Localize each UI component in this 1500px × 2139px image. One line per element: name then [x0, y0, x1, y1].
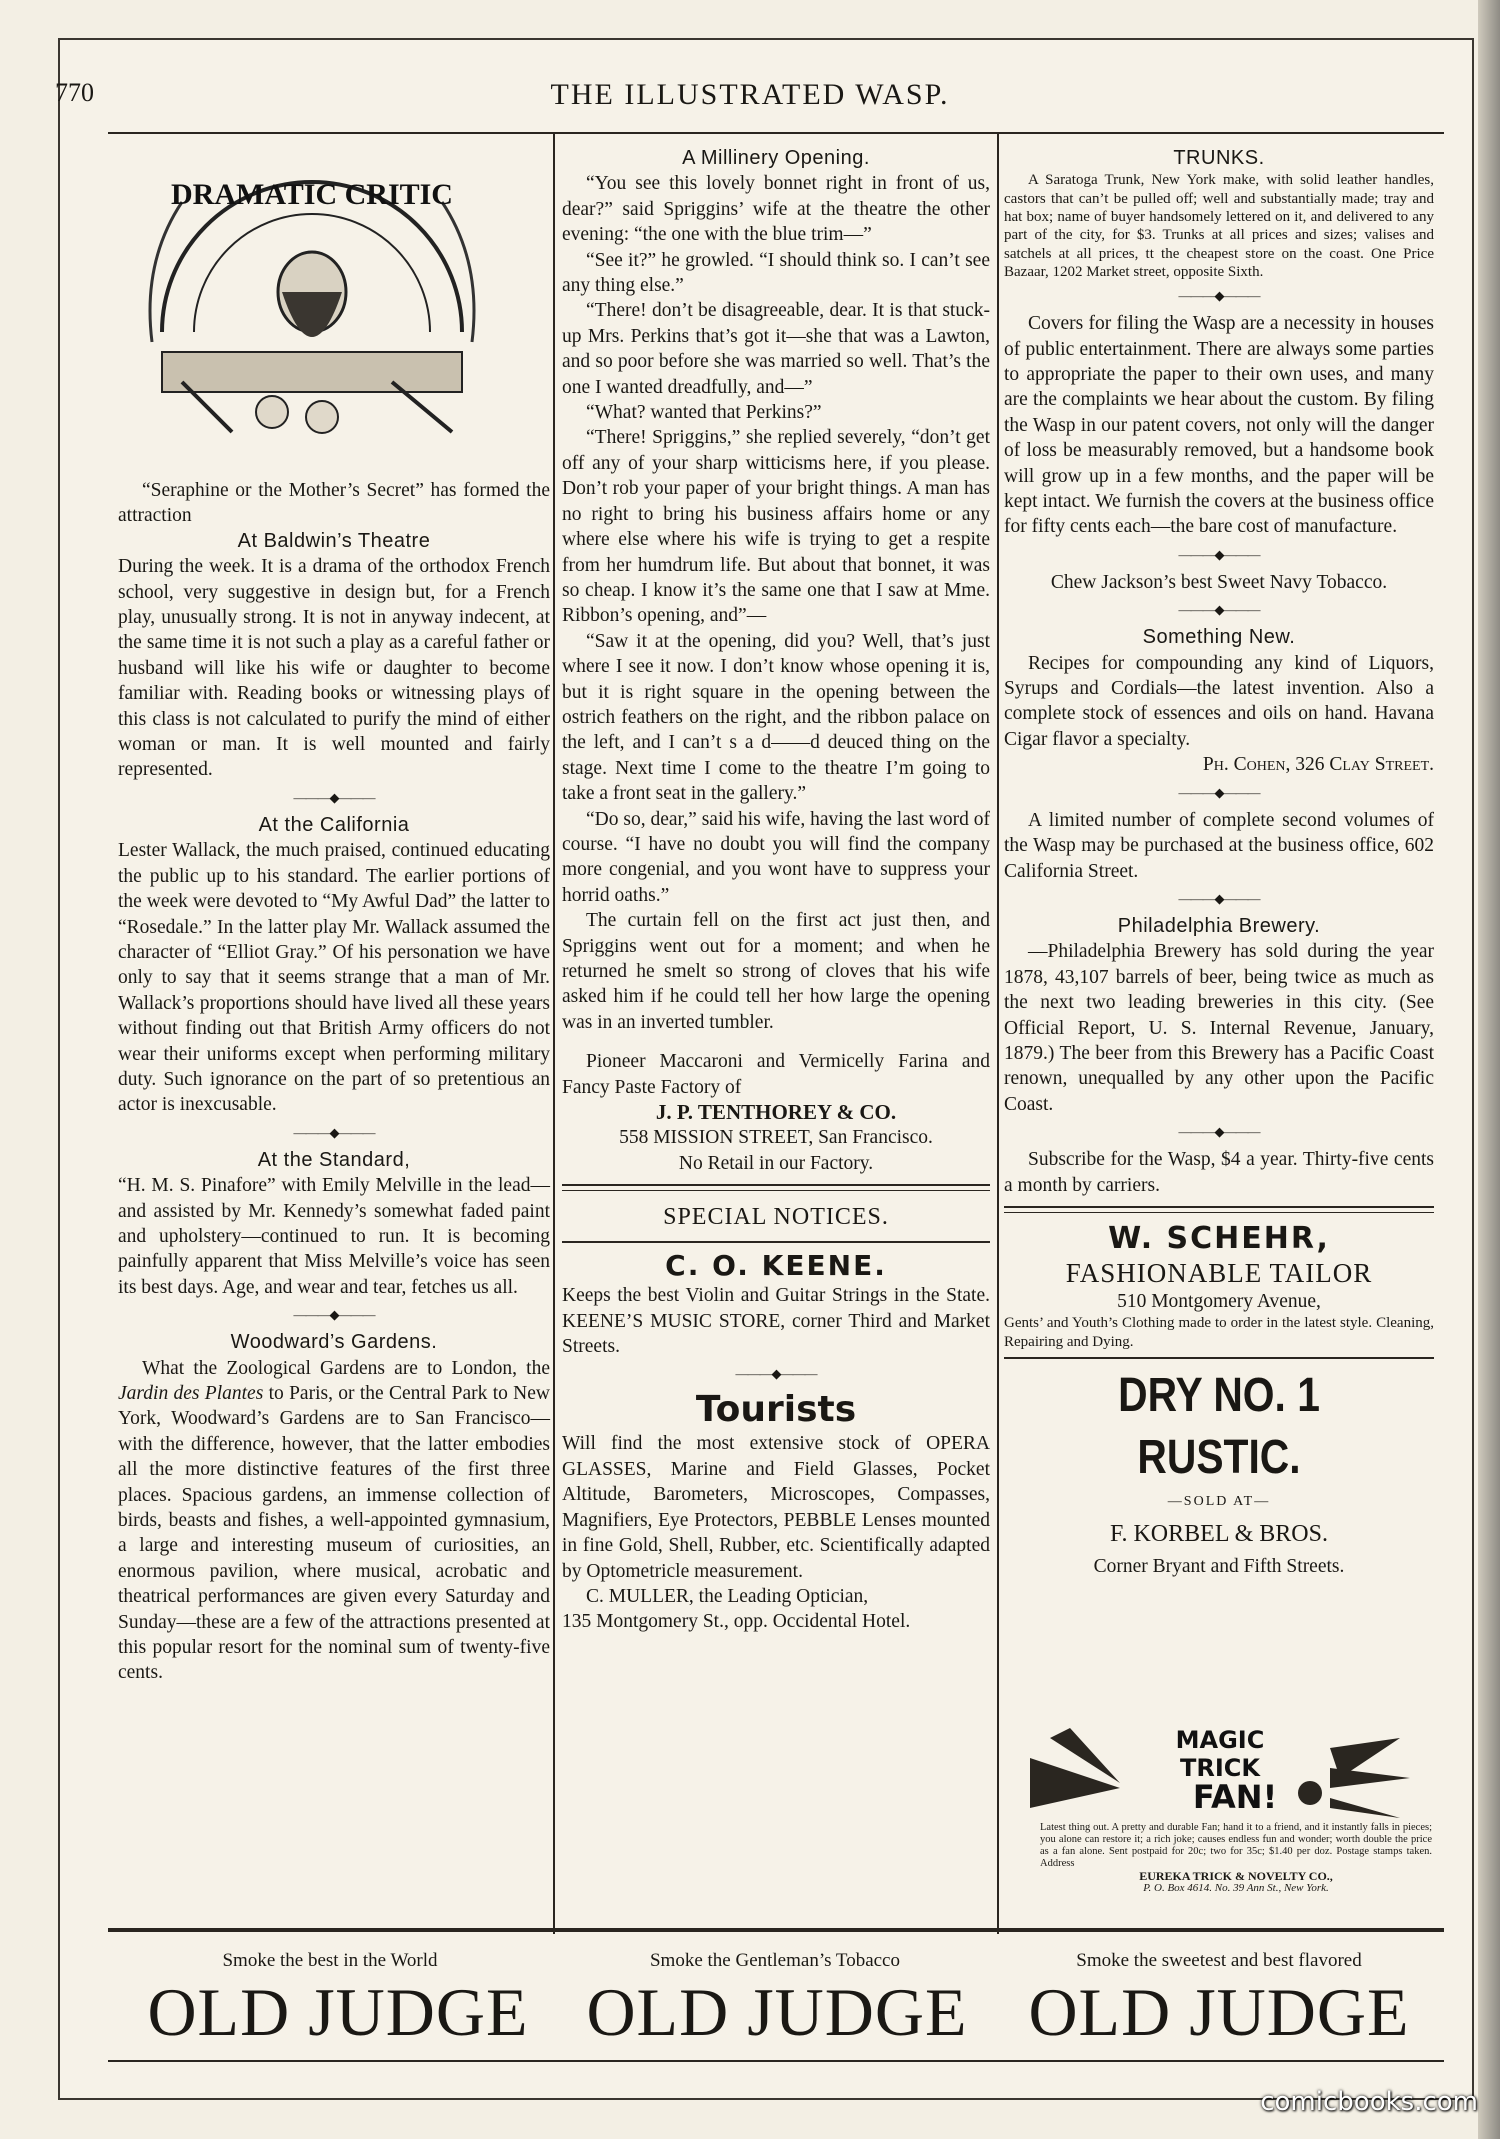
keene-name: C. O. KEENE. [665, 1249, 887, 1283]
old-judge-wordmark-2: OLD JUDGE [586, 1974, 968, 2050]
watermark: comicbooks.com [1260, 2087, 1478, 2117]
divider: ———◆——— [1178, 288, 1260, 304]
millinery-paragraph: “You see this lovely bonnet right in front of us, dear?” said Spriggins’ wife at the theatre the other evening: “the one with the blue trim—” [562, 173, 990, 246]
column-1 [118, 478, 550, 1686]
divider: ———◆——— [1178, 602, 1260, 618]
standard-heading: At the Standard, [257, 1148, 411, 1171]
millinery-paragraph: “See it?” he growled. “I should think so. I can’t see any thing else.” [562, 249, 990, 297]
fan-title-line: FAN! [1192, 1778, 1278, 1816]
old-judge-wordmark-1: OLD JUDGE [147, 1974, 529, 2050]
bottom-rule [108, 2060, 1444, 2062]
fan-body [1040, 1822, 1432, 1894]
schehr-address: 510 Montgomery Avenue, [1117, 1290, 1321, 1312]
tenthorey-name: J. P. TENTHOREY & CO. [655, 1100, 897, 1125]
muller-line: C. MULLER, the Leading Optician, [586, 1585, 869, 1607]
millinery-paragraph: “Saw it at the opening, did you? Well, that’s just where I see it now. I don’t know whose opening it is, but it is right square in the opening between the ostrich feathers on the right, and the ribbon palace on the left, and I can’t s a d——d deuced thing on the stage. Next time I come to the theatre I’m going to take a front seat in the gallery.” [562, 630, 990, 805]
woodward-heading: Woodward’s Gardens. [230, 1331, 438, 1354]
divider: ———◆——— [1178, 784, 1260, 800]
subscribe-text: Subscribe for the Wasp, $4 a year. Thirty-five cents a month by carriers. [1004, 1149, 1434, 1196]
fan-description: Latest thing out. A pretty and durable Fan; hand it to a friend, and it instantly falls in pieces; you alone can restore it; a rich joke; causes endless fun and wonder; worth double the price as a fan alone. Sent postpaid for 20c; two for 35c; $1.40 per doz. Postage stamps taken. Address [1040, 1822, 1432, 1869]
something-new-heading: Something New. [1142, 626, 1296, 649]
millinery-heading: A Millinery Opening. [682, 147, 870, 169]
tenthorey-address: 558 MISSION STREET, San Francisco. [619, 1127, 933, 1149]
section-rule [1004, 1206, 1434, 1213]
footer-rule [108, 1928, 1444, 1932]
korbel-address: Corner Bryant and Fifth Streets. [1093, 1556, 1345, 1578]
tenthorey-intro: Pioneer Maccaroni and Vermicelly Farina and Fancy Paste Factory of [562, 1051, 990, 1098]
korbel-name: F. KORBEL & BROS. [1110, 1521, 1328, 1548]
divider: ———◆——— [735, 1366, 817, 1382]
header-rule [108, 132, 1444, 134]
schehr-name: W. SCHEHR, [1108, 1220, 1330, 1256]
woodward-body-part: What the Zoological Gardens are to London, the [142, 1357, 550, 1379]
divider: ———◆——— [1178, 546, 1260, 562]
limited-volumes-body: A limited number of complete second volumes of the Wasp may be purchased at the business office, 602 California Street. [1004, 809, 1434, 882]
millinery-paragraph: “There! Spriggins,” she replied severely, “don’t get off any of your sharp witticisms here, if you please. Don’t rob your paper of your bright things. A man has no right to bring his business affairs home or any where else where his wife is trying to get a respite from her humdrum life. But about that bonnet, it was so cheap. I know it’s the same one that I saw at Mme. Ribbon’s opening, and”— [562, 427, 990, 627]
tourists-body: Will find the most extensive stock of OPERA GLASSES, Marine and Field Glasses, Pocket Altitude, Barometers, Microscopes, Compasses, Magnifiers, Eye Protectors, PEBBLE Lenses mounted in fine Gold, Shell, Rubber, etc. Scientifically adapted by Optometricle measurement. [562, 1433, 990, 1582]
page-edge [1478, 0, 1500, 2139]
chew-ad: Chew Jackson’s best Sweet Navy Tobacco. [1050, 571, 1388, 593]
old-judge-wordmark-3: OLD JUDGE [1028, 1974, 1410, 2050]
dramatic-critic-logo [122, 142, 502, 462]
smoke-tagline-3: Smoke the sweetest and best flavored [1076, 1950, 1362, 1971]
fan-title-line: TRICK [1180, 1754, 1260, 1782]
brewery-body: —Philadelphia Brewery has sold during the year 1878, 43,107 barrels of beer, being twice as much as the next two leading breweries in this city. (See Official Report, U. S. Internal Revenue, January, 1879.) The beer from this Brewery has a Pacific Coast renown, unequalled by any other upon the Pacific Coast. [1004, 941, 1434, 1115]
page-number: 770 [55, 78, 94, 107]
baldwin-body: During the week. It is a drama of the orthodox French school, very suggestive in design but, for a French play, unusually strong. It is not in anyway indecent, at the same time it is not such a play as a careful father or husband will like his wife or daughter to become familiar with. Reading books or witnessing plays of this class is not calculated to purify the mind of either woman or man. It is well mounted and fairly represented. [118, 556, 550, 781]
rustic-ad: DRY NO. 1 RUSTIC. [1118, 1368, 1320, 1484]
special-notices-heading: SPECIAL NOTICES. [663, 1204, 889, 1231]
trunks-body: A Saratoga Trunk, New York make, with solid leather handles, castors that can’t be pulled off; well and substantially made; tray and hat box; name of buyer handsomely lettered on it, and delivered to any part of the city, for $3. Trunks at all prices and sizes; valises and satchels at all prices, tt the cheapest store on the coast. One Price Bazaar, 1202 Market street, opposite Sixth. [1004, 172, 1434, 280]
keene-body: Keeps the best Violin and Guitar Strings in the State. KEENE’S MUSIC STORE, corner Third and Market Streets. [562, 1285, 990, 1358]
column-rule-1 [553, 134, 555, 1934]
fan-address: P. O. Box 4614. No. 39 Ann St., New York. [1143, 1882, 1329, 1894]
trunks-heading: TRUNKS. [1173, 147, 1265, 169]
column-rule-2 [997, 134, 999, 1934]
baldwin-heading: At Baldwin’s Theatre [237, 529, 431, 552]
smoke-tagline-2: Smoke the Gentleman’s Tobacco [649, 1950, 900, 1971]
woodward-body [118, 1356, 550, 1686]
something-new-signature: Ph. Cohen, 326 Clay Street. [1202, 754, 1434, 776]
divider: ———◆——— [293, 1124, 375, 1140]
millinery-paragraph: “What? wanted that Perkins?” [586, 402, 822, 424]
millinery-paragraph: “Do so, dear,” said his wife, having the last word of course. “I have no doubt you will find the company more congenial, and you wont have to suppress your horrid oaths.” [562, 808, 990, 906]
schehr-title: FASHIONABLE TAILOR [1065, 1257, 1373, 1288]
woodward-body-part: to Paris, or the Central Park to New York, Woodward’s Gardens are to San Francisco—with the difference, however, that the latter embodies all the more distinctive features of the first three places. Spacious gardens, an immense collection of birds, beasts and fishes, a well-appointed gymnasium, a large and interesting museum of curiosities, an enormous pavilion, where musical, acrobatic and theatrical performances are given every Saturday and Sunday—these are a few of the attractions presented at this popular resort for the nominal sum of twenty-five cents. [118, 1383, 550, 1684]
something-new-body: Recipes for compounding any kind of Liquors, Syrups and Cordials—the latest invention. Also a complete stock of essences and oils on hand. Havana Cigar flavor a specialty. [1004, 652, 1434, 750]
column-3 [1004, 146, 1434, 1580]
covers-body: Covers for filing the Wasp are a necessity in houses of public entertainment. There are always some parties to appropriate the paper to their own uses, and many are the complaints we hear about the custom. By filing the Wasp in our patent covers, not only will the danger of loss be measurably removed, but a handsome book will grow up in a few months, and the paper will be kept intact. We furnish the covers at the business office for fifty cents each—the bare cost of manufacture. [1004, 313, 1434, 538]
fan-company: EUREKA TRICK & NOVELTY CO., [1139, 1869, 1333, 1883]
smoke-tagline-1: Smoke the best in the World [222, 1950, 438, 1971]
divider: ———◆——— [293, 1307, 375, 1323]
divider: ———◆——— [1178, 890, 1260, 906]
california-heading: At the California [258, 813, 410, 836]
section-rule [562, 1184, 990, 1191]
intro-text: “Seraphine or the Mother’s Secret” has formed the attraction [118, 480, 550, 527]
section-rule [1004, 1357, 1434, 1359]
millinery-paragraph: “There! don’t be disagreeable, dear. It is that stuck-up Mrs. Perkins that’s got it—she that was a Lawton, and so poor before she was married so well. That’s the one I wanted dreadfully, and—” [562, 300, 990, 398]
section-rule [562, 1241, 990, 1243]
divider: ———◆——— [1178, 1124, 1260, 1140]
tourists-heading: Tourists [695, 1389, 857, 1431]
muller-address: 135 Montgomery St., opp. Occidental Hotel. [562, 1611, 911, 1633]
logo-lettering: DRAMATIC CRITIC [171, 178, 453, 211]
california-body: Lester Wallack, the much praised, continued educating the public up to his standard. The earlier portions of the week were devoted to “My Awful Dad” the latter to “Rosedale.” In the latter play Mr. Wallack assumed the character of “Elliot Gray.” Of his personation we have only to say that it seems strange that a man of Mr. Wallack’s proportions should have lived all these years without finding out that British Army officers do not wear their uniforms except when performing military duty. Such ignorance on the part of so pretentious an actor is inexcusable. [118, 840, 550, 1116]
woodward-italic: Jardin des Plantes [118, 1383, 264, 1404]
fan-title-line: MAGIC [1175, 1726, 1265, 1754]
tenthorey-note: No Retail in our Factory. [678, 1152, 874, 1174]
schehr-body: Gents’ and Youth’s Clothing made to order in the latest style. Cleaning, Repairing and Dying. [1004, 1315, 1434, 1350]
millinery-paragraph: The curtain fell on the first act just then, and Spriggins went out for a moment; and when he returned he smelt so strong of cloves that his wife asked him if he could tell her how large the opening was in an inverted tumbler. [562, 910, 990, 1033]
brewery-heading: Philadelphia Brewery. [1117, 914, 1321, 937]
column-2 [562, 146, 990, 1635]
sold-at: —SOLD AT— [1167, 1493, 1271, 1509]
divider: ———◆——— [293, 789, 375, 805]
running-head: THE ILLUSTRATED WASP. [550, 78, 950, 111]
standard-body: “H. M. S. Pinafore” with Emily Melville in the lead—and assisted by Mr. Kennedy’s somewhat faded paint and upholstery—continued to run. It is becoming painfully apparent that Miss Melville’s voice has seen its best days. Age, and wear and tear, fetches us all. [118, 1175, 550, 1298]
